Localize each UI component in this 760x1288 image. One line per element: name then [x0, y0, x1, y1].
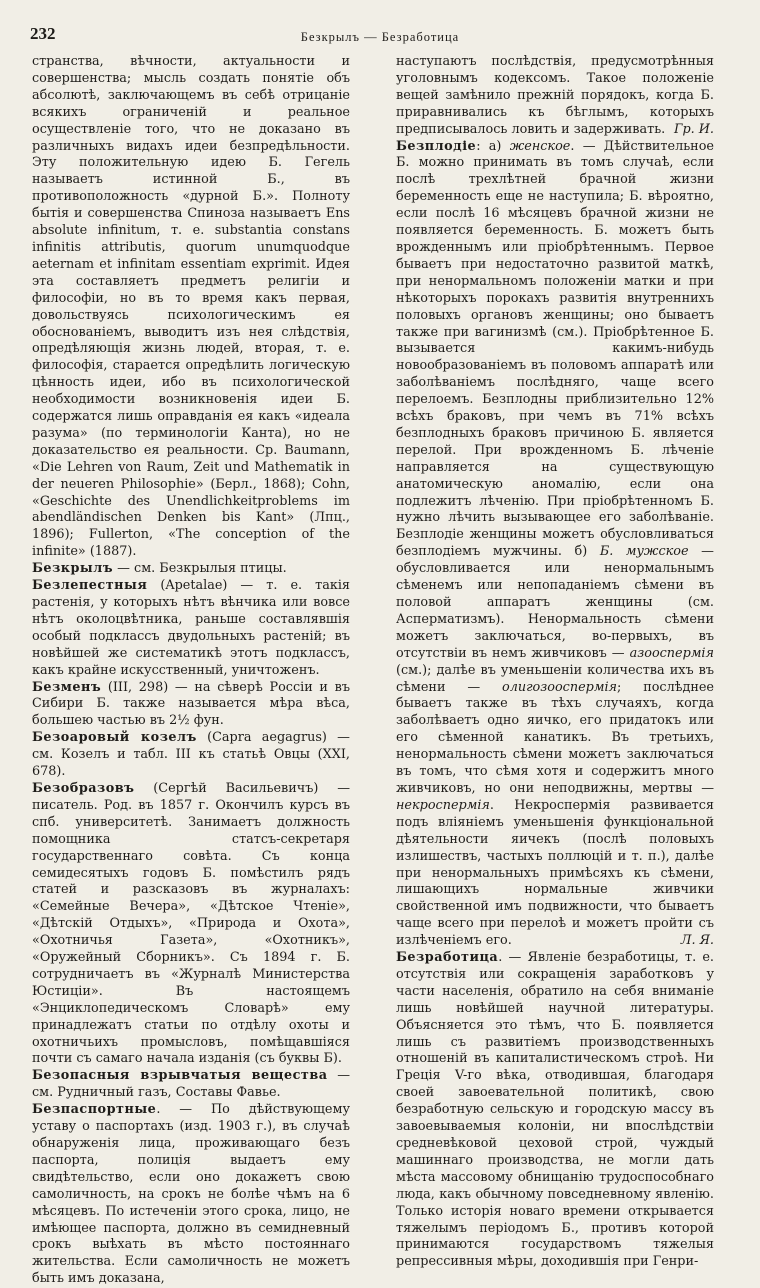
entry-text: (Сергѣй Васильевичъ) — писатель. Род. въ 1857 г. Окончилъ курсъ въ спб. университетѣ. Занимаетъ должность помощника статсъ-секретаря государственнаго совѣта. Съ конца семидесятыхъ годовъ Б. помѣстилъ рядъ статей и разсказовъ въ журналахъ: «Семейные Вечера», «Дѣтское Чтеніе», «Дѣтскій Отдыхъ», «Природа и Охота», «Охотничья Газета», «Охотникъ», «Оружейный Сборникъ». Съ 1894 г. Б. сотрудничаетъ въ «Журналѣ Министерства Юстиціи». Въ настоящемъ «Энциклопедическомъ Словарѣ» ему принадлежатъ статьи по отдѣлу охоты и охотничьихъ промысловъ, помѣщавшіяся почти съ самаго начала изданія (съ буквы Б).	[32, 780, 350, 1067]
subheading: Б. мужское	[599, 544, 689, 560]
entry-bezkryl	[32, 561, 350, 578]
headword: Безобразовъ	[32, 780, 135, 796]
headword: Безопасныя взрывчатыя вещества	[32, 1068, 328, 1084]
term: олигозооспермія	[502, 679, 618, 695]
entry-text: — см. Безкрылыя птицы.	[113, 561, 287, 577]
left-column	[32, 54, 350, 1288]
entry-bezmen	[32, 680, 350, 731]
headword: Безпаспортные	[32, 1102, 157, 1118]
author-signature: Л. Я.	[680, 933, 714, 949]
entry-bezoarovy-kozel	[32, 730, 350, 781]
continued-paragraph: наступаютъ послѣдствія, предусмотрѣнныя уголовнымъ кодексомъ. Такое положеніе вещей замѣнило прежній порядокъ, когда Б. приравнивались къ бѣглымъ, которыхъ предписывалось ловить и задерживать. Гр. И.	[396, 54, 714, 137]
entry-bezplodie: Безплодіе: а) женское. — Дѣйствительное Б. можно принимать въ томъ случаѣ, если послѣ трехлѣтней брачной жизни беременность еще не наступила; Б. вѣроятно, если послѣ 16 мѣсяцевъ брачной жизни не появляется беременность. Б. можетъ быть врожденнымъ или пріобрѣтеннымъ. Первое бываетъ при недостаточно развитой маткѣ, при ненормальномъ положеніи матки и при нѣкоторыхъ порокахъ развитія внутреннихъ половыхъ органовъ женщины; оно бываетъ также при вагинизмѣ (см.). Пріобрѣтенное Б. вызывается какимъ-нибудь новообразованіемъ въ половомъ аппаратѣ или заболѣваніемъ послѣдняго, чаще всего перелоемъ. Безплодны приблизительно 12% всѣхъ браковъ, при чемъ въ 71% всѣхъ безплодныхъ браковъ причиною Б. является перелой. При врожденномъ Б. лѣченіе направляется на существующую анатомическую аномалію, если она подлежитъ лѣченію. При пріобрѣтенномъ Б. нужно лѣчить вызывающее его заболѣваніе. Безплодіе женщины можетъ обусловливаться безплодіемъ мужчины. б) Б. мужское — обусловливается или ненормальнымъ сѣменемъ или непопаданіемъ сѣмени въ половой аппаратъ женщины (см. Асперматизмъ). Ненормальность сѣмени можетъ заключаться, во-первыхъ, въ отсутствіи въ немъ живчиковъ — азооспермія (см.); далѣе въ уменьшеніи количества ихъ въ сѣмени — олигозооспермія; послѣднее бываетъ также въ тѣхъ случаяхъ, когда заболѣваетъ одно яичко, его придатокъ или его сѣменной канатикъ. Въ третьихъ, ненормальность сѣмени можетъ заключаться въ томъ, что сѣмя хотя и содержитъ много живчиковъ, но они неподвижны, мертвы — некроспермія. Некроспермія развивается подъ вліяніемъ уменьшенія функціональной дѣятельности яичекъ (послѣ половыхъ излишествъ, частыхъ поллюцій и т. п.), далѣе при ненормальныхъ примѣсяхъ къ сѣмени, лишающихъ нормальные живчики свойственной имъ подвижности, что бываетъ чаще всего при перелоѣ и можетъ пройти съ излѣченіемъ его. Л. Я.	[396, 138, 714, 949]
entry-text: — см. Рудничный газъ, Составы Фавье.	[32, 1068, 351, 1101]
entry-text: (III, 298) — на сѣверѣ Россіи и въ Сибири Б. также называется мѣра вѣса, большею частью въ 2½ фун.	[32, 679, 350, 729]
term: азооспермія	[629, 645, 714, 661]
entry-bezopasnye-veshchestva	[32, 1068, 350, 1102]
headword: Безработица	[396, 950, 499, 966]
entry-text: (Capra aegagrus) — см. Козелъ и табл. III къ статьѣ Овцы (XXI, 678).	[32, 730, 350, 780]
entry-bezobrazov	[32, 781, 350, 1068]
headword: Безплодіе	[396, 138, 477, 154]
headword: Безкрылъ	[32, 561, 114, 577]
subheading: женское	[509, 138, 571, 154]
author-signature: Гр. И.	[673, 121, 714, 137]
right-column	[396, 54, 714, 1271]
entry-bezlepestnye	[32, 578, 350, 679]
term: некроспермія	[396, 797, 490, 813]
entry-text: (Apetalae) — т. е. такія растенія, у которыхъ нѣтъ вѣнчика или вовсе нѣтъ околоцвѣтника, раньше составлявшія особый подклассъ двудольныхъ растеній; въ новѣйшей же систематикѣ этотъ подклассъ, какъ крайне искусственный, уничтоженъ.	[32, 578, 350, 678]
headword: Безменъ	[32, 679, 102, 695]
entry-bezpasportnye	[32, 1102, 350, 1288]
running-head: Безкрылъ — Безработица	[300, 30, 460, 44]
headword: Безоаровый козелъ	[32, 730, 197, 746]
page-number: 232	[30, 24, 56, 43]
continued-paragraph: странства, вѣчности, актуальности и совершенства; мысль создать понятіе объ абсолютѣ, заключающемъ въ себѣ отрицаніе всякихъ ограниченій и реальное осуществленіе того, что не доказано въ различныхъ видахъ идеи безпредѣльности. Эту положительную идею Б. Гегель называетъ истинной Б., въ противоположность «дурной Б.». Полноту бытія и совершенства Спиноза называетъ Ens absolute infinitum, т. е. substantia constans infinitis attributis, quorum unumquodque aeternam et infinitam essentiam exprimit. Идея эта составляетъ предметъ религіи и философіи, но въ то время какъ первая, довольствуясь психологическимъ ея обоснованіемъ, выводитъ изъ нея слѣдствія, опредѣляющія жизнь людей, вторая, т. е. философія, старается опредѣлить логическую цѣнность идеи, ибо въ психологической необходимости возникновенія идеи Б. содержатся лишь оправданія ея какъ «идеала разума» (по терминологіи Канта), но не доказательство ея реальности. Ср. Baumann, «Die Lehren von Raum, Zeit und Mathematik in der neueren Philosophie» (Берл., 1868); Cohn, «Geschichte des Unendlichkeitproblems im abendländischen Denken bis Kant» (Лпц., 1896); Fullerton, «The conception of the infinite» (1887).	[32, 54, 350, 560]
entry-bezrabotitsa	[396, 950, 714, 1271]
entry-text: . — По дѣйствующему уставу о паспортахъ (изд. 1903 г.), въ случаѣ обнаруженія лица, проживающаго безъ паспорта, полиція выдаетъ ему свидѣтельство, если оно докажетъ свою самоличность, на срокъ не болѣе чѣмъ на 6 мѣсяцевъ. По истеченіи этого срока, лицо, не имѣющее паспорта, должно въ семидневный срокъ выѣхать въ мѣсто постояннаго жительства. Если самоличность не можетъ быть имъ доказана,	[32, 1102, 350, 1287]
headword: Безлепестныя	[32, 578, 148, 594]
entry-text: . — Явленіе безработицы, т. е. отсутствія или сокращенія заработковъ у части населенія, обратило на себя вниманіе лишь новѣйшей научной литературы. Объясняется это тѣмъ, что Б. появляется лишь съ развитіемъ производственныхъ отношеній въ капиталистическомъ строѣ. Ни Греція V-го вѣка, отводившая, благодаря своей завоевательной политикѣ, свою безработную сельскую и городскую массу въ завоевываемыя колоніи, ни впослѣдствіи средневѣковой цеховой строй, чуждый машиннаго производства, не могли дать мѣста массовому обнищанію трудоспособнаго люда, какъ обычному повседневному явленію. Только исторія новаго времени открывается тяжелымъ періодомъ Б., противъ которой принимаются государствомъ тяжелыя репрессивныя мѣры, доходившія при Генри-	[396, 950, 714, 1270]
